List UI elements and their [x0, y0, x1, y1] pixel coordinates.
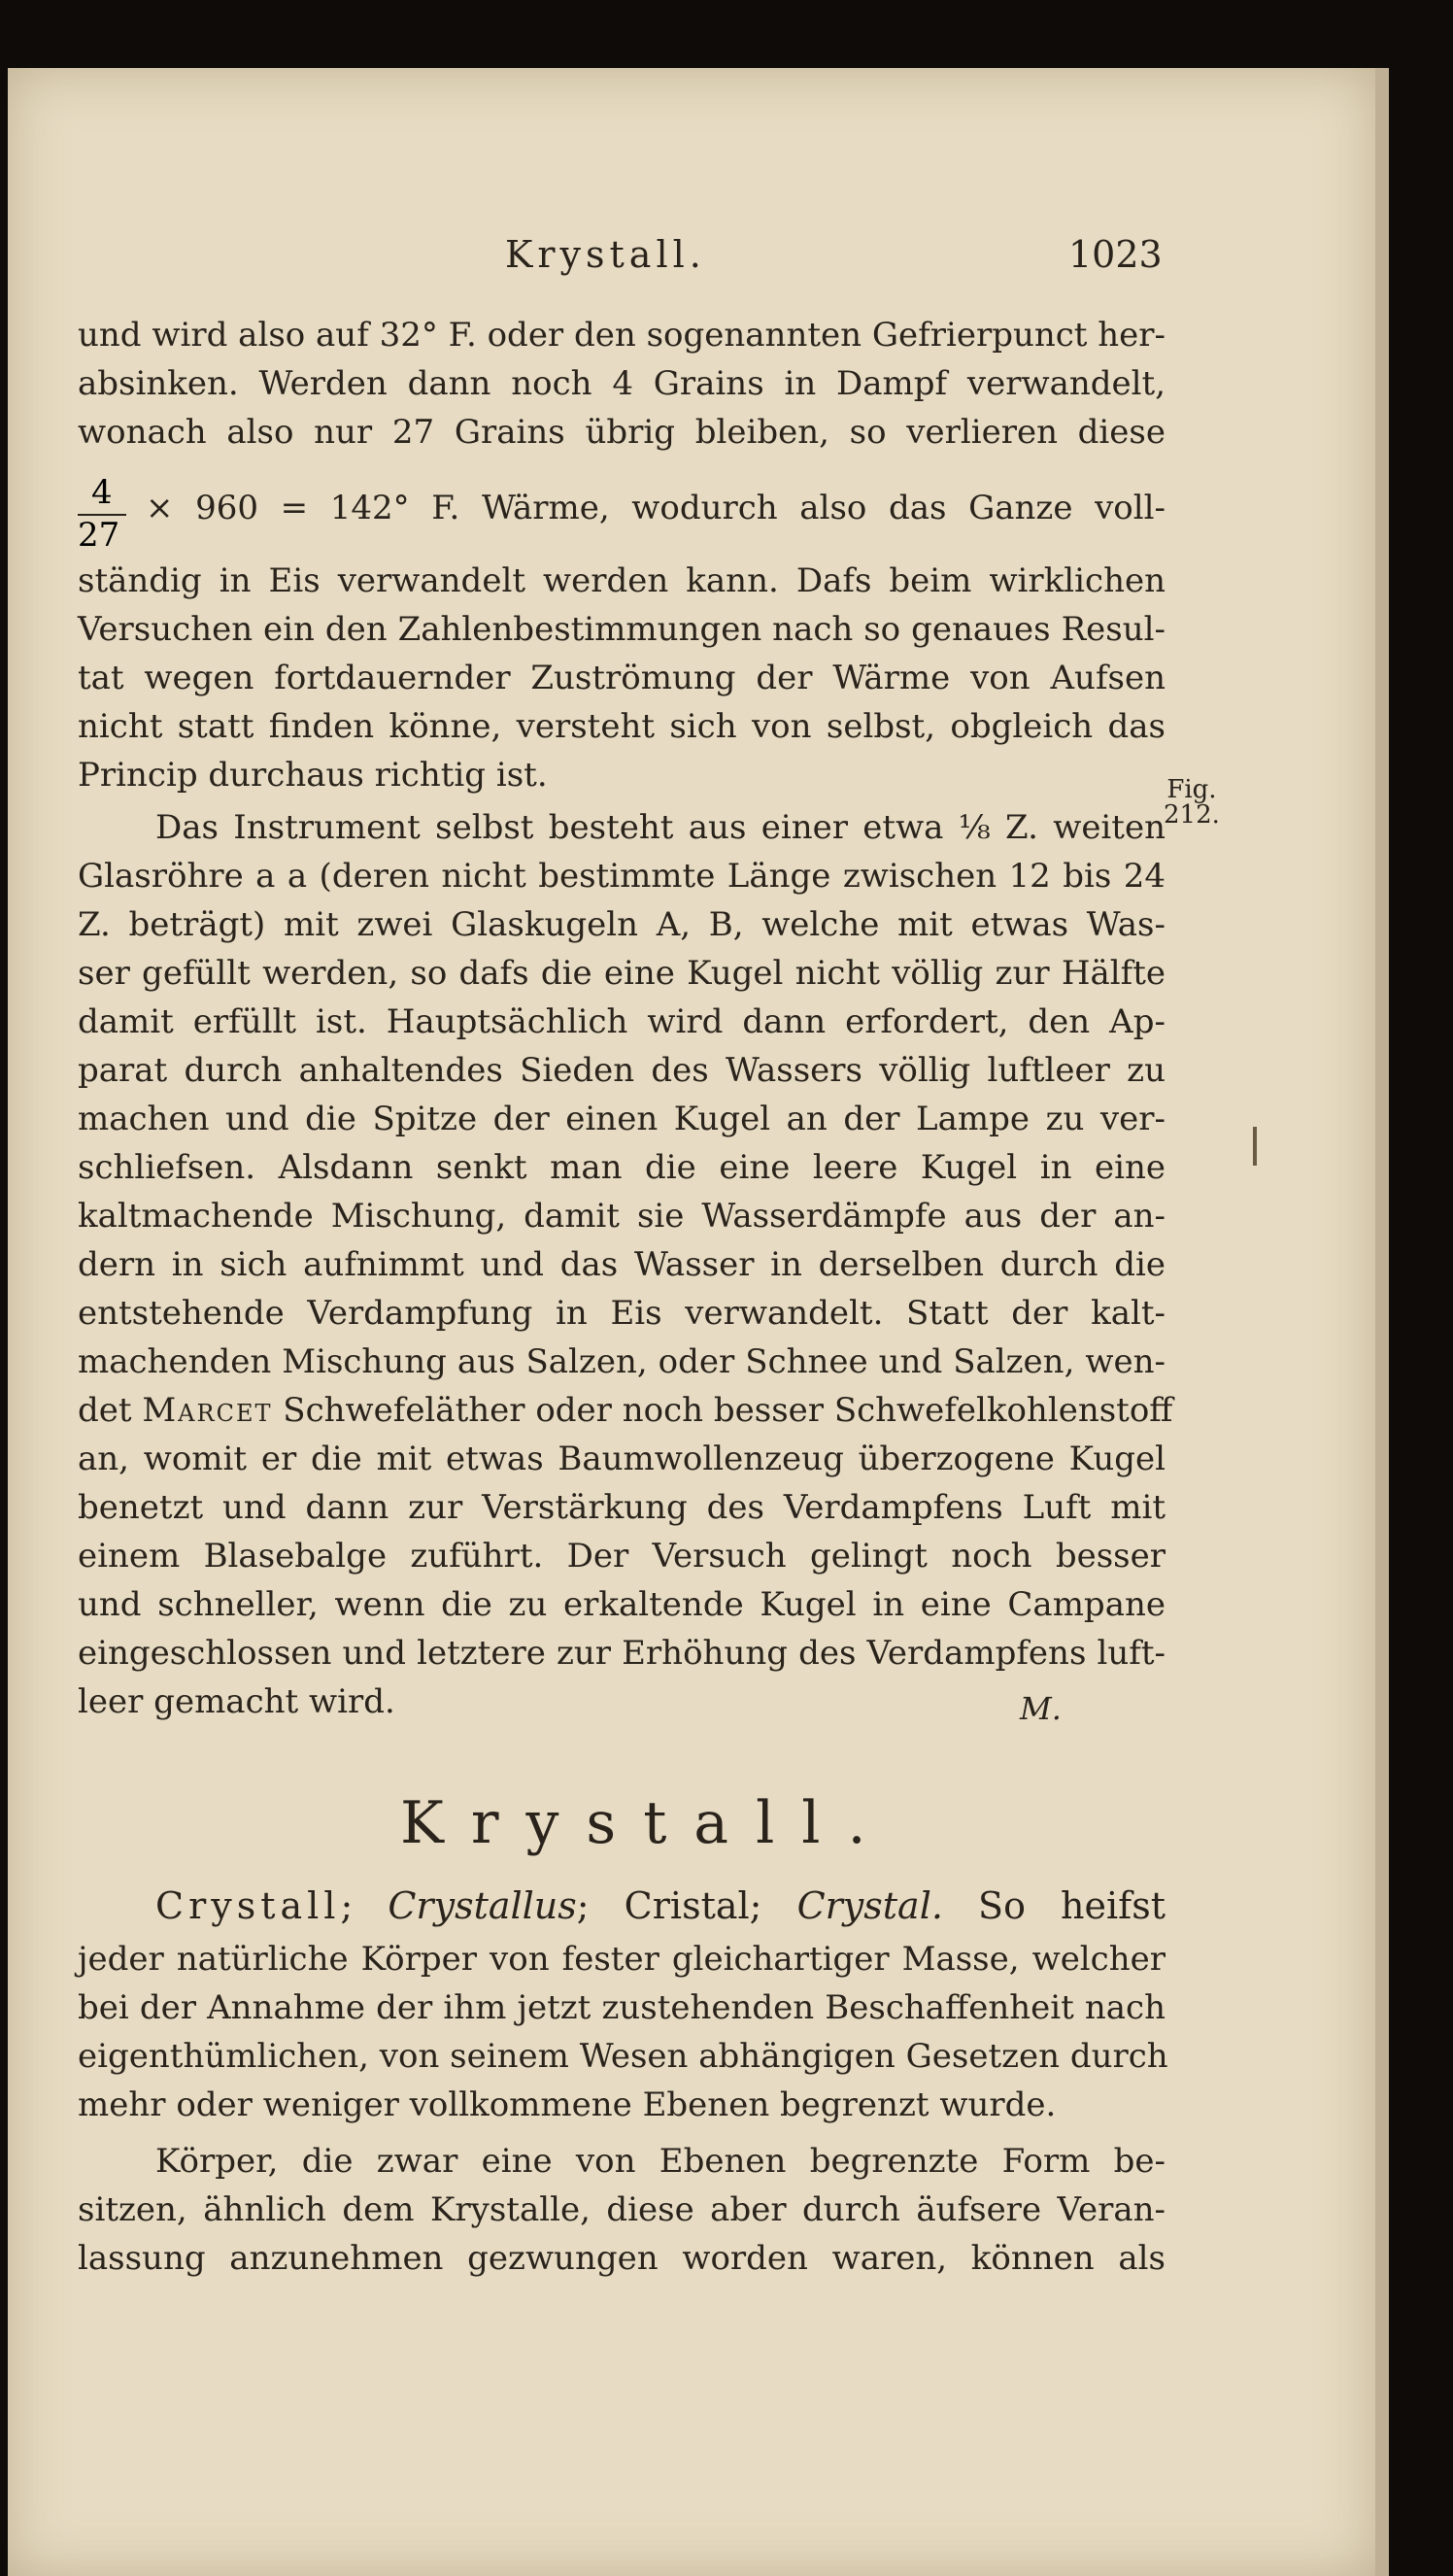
text-line: benetzt und dann zur Verstärkung des Verdampfens Luft mit: [78, 1488, 1166, 1527]
text-line: schliefsen. Alsdann senkt man die eine leere Kugel in eine: [78, 1148, 1166, 1187]
text-line: mehr oder weniger vollkommene Ebenen begrenzt wurde.: [78, 2085, 1057, 2124]
text-fragment: ; Cristal;: [576, 1884, 797, 1927]
text-line: × 960 = 142° F. Wärme, wodurch also das Ganze voll-: [146, 489, 1166, 527]
text-line: Z. beträgt) mit zwei Glaskugeln A, B, welche mit etwas Was-: [78, 905, 1166, 944]
text-line: eigenthümlichen, von seinem Wesen abhängigen Gesetzen durch: [78, 2037, 1168, 2076]
text-line: Glasröhre a a (deren nicht bestimmte Länge zwischen 12 bis 24: [78, 857, 1166, 896]
text-line: absinken. Werden dann noch 4 Grains in Dampf verwandelt,: [78, 364, 1166, 403]
fig-label: Fig.: [1166, 775, 1217, 804]
ink-mark: [1253, 1127, 1257, 1166]
text-line: Das Instrument selbst besteht aus einer etwa ⅛ Z. weiten: [155, 808, 1166, 847]
text-line: ser gefüllt werden, so dafs die eine Kugel nicht völlig zur Hälfte: [78, 954, 1166, 993]
text-fragment: So heifst: [942, 1884, 1166, 1927]
page-number: 1023: [1068, 233, 1163, 276]
text-line: einem Blasebalge zuführt. Der Versuch gelingt noch besser: [78, 1537, 1166, 1576]
figure-reference: [1164, 777, 1220, 828]
text-line: jeder natürliche Körper von fester gleichartiger Masse, welcher: [78, 1940, 1166, 1979]
text-fragment: ;: [340, 1884, 389, 1927]
text-line: leer gemacht wird.: [78, 1682, 395, 1721]
text-line: nicht statt finden könne, versteht sich von selbst, obgleich das: [78, 707, 1166, 746]
text-line: [78, 1391, 1173, 1430]
text-line: damit erfüllt ist. Hauptsächlich wird dann erfordert, den Ap-: [78, 1002, 1166, 1041]
section-heading: Krystall.: [400, 1789, 894, 1857]
text-line: sitzen, ähnlich dem Krystalle, diese aber durch äufsere Veran-: [78, 2190, 1166, 2229]
text-line: ständig in Eis verwandelt werden kann. Dafs beim wirklichen: [78, 561, 1166, 600]
text-line: bei der Annahme der ihm jetzt zustehenden Beschaffenheit nach: [78, 1988, 1166, 2027]
term-german: Crystall: [155, 1884, 341, 1927]
fraction: [78, 473, 136, 555]
text-line: wonach also nur 27 Grains übrig bleiben, so verlieren diese: [78, 413, 1166, 452]
text-line: tat wegen fortdauernder Zuströmung der Wärme von Aufsen: [78, 659, 1166, 697]
text-line: parat durch anhaltendes Sieden des Wassers völlig luftleer zu: [78, 1051, 1166, 1090]
text-fragment: Schwefeläther oder noch besser Schwefelkohlenstoff: [272, 1391, 1173, 1430]
text-line: dern in sich aufnimmt und das Wasser in derselben durch die: [78, 1245, 1166, 1284]
term-english: Crystal.: [796, 1884, 943, 1927]
text-line: lassung anzunehmen gezwungen worden waren, können als: [78, 2239, 1166, 2278]
term-latin: Crystallus: [388, 1884, 577, 1927]
running-title: Krystall.: [505, 233, 706, 276]
fraction-denominator: 27: [78, 516, 120, 555]
fraction-numerator: 4: [91, 473, 113, 512]
text-line: Versuchen ein den Zahlenbestimmungen nach so genaues Resul-: [78, 610, 1166, 649]
text-line: machen und die Spitze der einen Kugel an der Lampe zu ver-: [78, 1100, 1166, 1138]
author-name: Marcet: [142, 1391, 273, 1430]
author-signature: M.: [1020, 1690, 1062, 1727]
text-line: entstehende Verdampfung in Eis verwandelt. Statt der kalt-: [78, 1294, 1166, 1333]
text-fragment: det: [78, 1391, 143, 1430]
text-line: und schneller, wenn die zu erkaltende Kugel in eine Campane: [78, 1585, 1166, 1624]
text-line: [78, 1886, 1166, 1925]
text-line: machenden Mischung aus Salzen, oder Schnee und Salzen, wen-: [78, 1342, 1166, 1381]
text-line: Princip durchaus richtig ist.: [78, 756, 548, 795]
text-line: eingeschlossen und letztere zur Erhöhung des Verdampfens luft-: [78, 1634, 1166, 1673]
page-edge: [1375, 68, 1389, 2576]
fig-number: 212.: [1164, 800, 1220, 830]
text-line: und wird also auf 32° F. oder den sogenannten Gefrierpunct her-: [78, 316, 1166, 355]
text-line: an, womit er die mit etwas Baumwollenzeug überzogene Kugel: [78, 1440, 1166, 1478]
text-line: kaltmachende Mischung, damit sie Wasserdämpfe aus der an-: [78, 1197, 1166, 1236]
text-line: Körper, die zwar eine von Ebenen begrenzte Form be-: [155, 2142, 1166, 2181]
